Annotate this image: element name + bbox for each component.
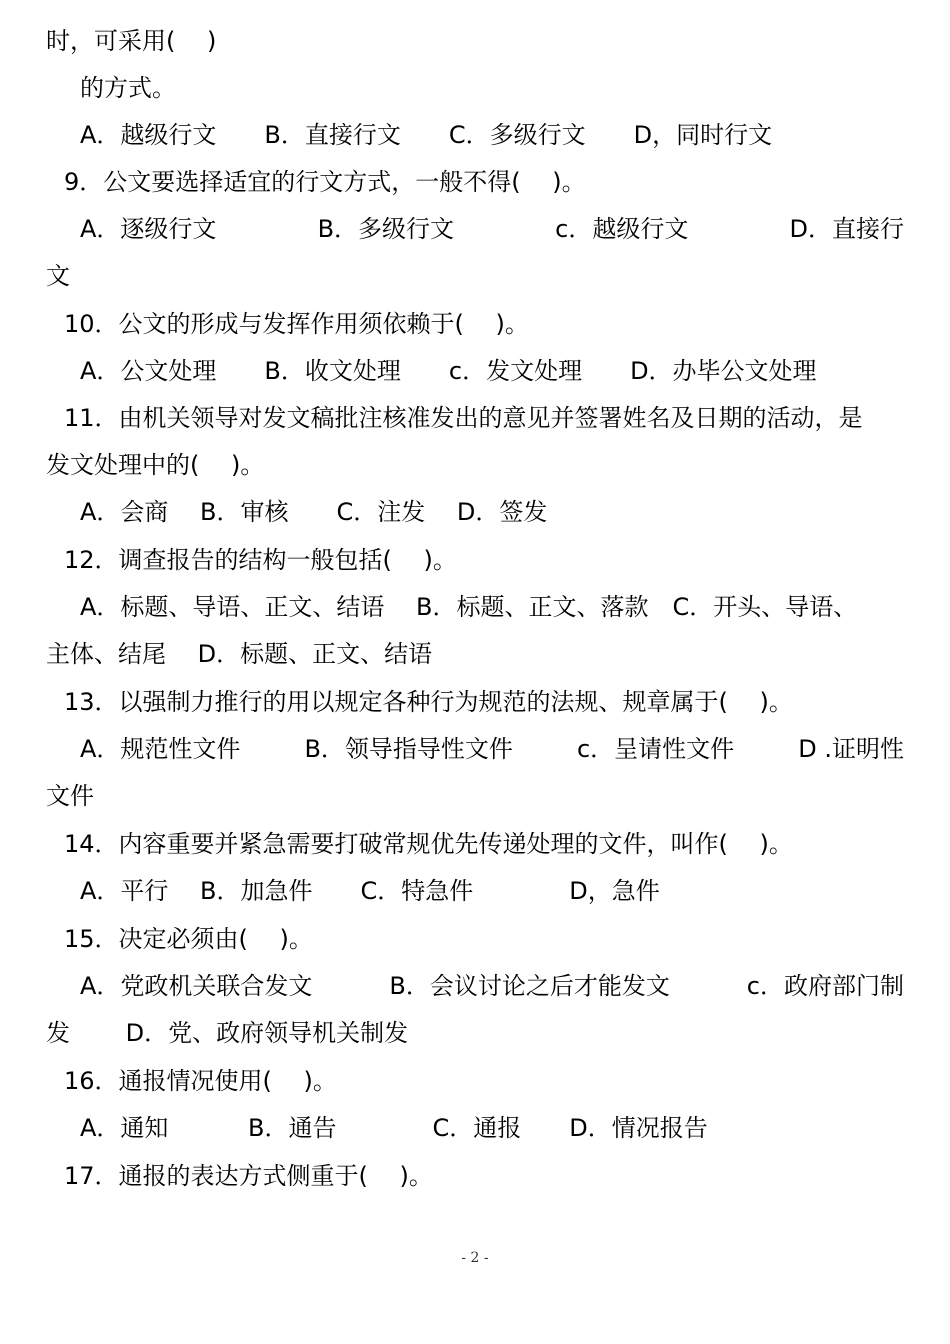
- option-b: B．领导指导性文件: [304, 735, 513, 763]
- text-line: 发 D．党、政府领导机关制发: [46, 1019, 409, 1047]
- question-14: 14．内容重要并紧急需要打破常规优先传递处理的文件，叫作( )。: [64, 830, 793, 858]
- question-15: 15．决定必须由( )。: [64, 925, 313, 953]
- option-a: A．党政机关联合发文: [80, 972, 313, 1000]
- text-line: 的方式。: [80, 74, 176, 102]
- text-line: 发文处理中的( )。: [46, 451, 265, 479]
- option-a: A．逐级行文: [80, 215, 217, 243]
- option-c: c．政府部门制: [746, 972, 904, 1000]
- options-line: A．通知 B．通告 C．通报 D．情况报告: [80, 1114, 708, 1142]
- question-17: 17．通报的表达方式侧重于( )。: [64, 1162, 433, 1190]
- question-16: 16．通报情况使用( )。: [64, 1067, 337, 1095]
- text-line: 主体、结尾 D．标题、正文、结语: [46, 640, 433, 668]
- option-c: c．呈请性文件: [576, 735, 735, 763]
- options-line: A．标题、导语、正文、结语 B．标题、正文、落款 C．开头、导语、: [80, 593, 858, 621]
- question-9: 9．公文要选择适宜的行文方式，一般不得( )。: [64, 168, 586, 196]
- options-line: [80, 735, 904, 763]
- page-number: - 2 -: [461, 1250, 489, 1266]
- options-line: A．越级行文 B．直接行文 C．多级行文 D，同时行文: [80, 121, 773, 149]
- text-line: 文: [46, 262, 70, 290]
- question-12: 12．调查报告的结构一般包括( )。: [64, 546, 457, 574]
- option-d: D .证明性: [798, 735, 904, 763]
- question-13: 13．以强制力推行的用以规定各种行为规范的法规、规章属于( )。: [64, 688, 793, 716]
- question-10: 10．公文的形成与发挥作用须依赖于( )。: [64, 310, 529, 338]
- option-d: D．直接行: [789, 215, 904, 243]
- option-b: B．多级行文: [317, 215, 455, 243]
- text-line: 时，可采用( ): [46, 27, 217, 55]
- option-a: A．规范性文件: [80, 735, 241, 763]
- option-c: c．越级行文: [555, 215, 689, 243]
- text-line: 文件: [46, 782, 94, 810]
- options-line: A．会商 B．审核 C．注发 D．签发: [80, 498, 548, 526]
- options-line: A．平行 B．加急件 C．特急件 D，急件: [80, 877, 660, 905]
- options-line: A．公文处理 B．收文处理 c．发文处理 D．办毕公文处理: [80, 357, 817, 385]
- question-11: 11．由机关领导对发文稿批注核准发出的意见并签署姓名及日期的活动，是: [64, 404, 863, 432]
- options-line: [80, 215, 904, 243]
- option-b: B．会议讨论之后才能发文: [389, 972, 670, 1000]
- options-line: [80, 972, 904, 1000]
